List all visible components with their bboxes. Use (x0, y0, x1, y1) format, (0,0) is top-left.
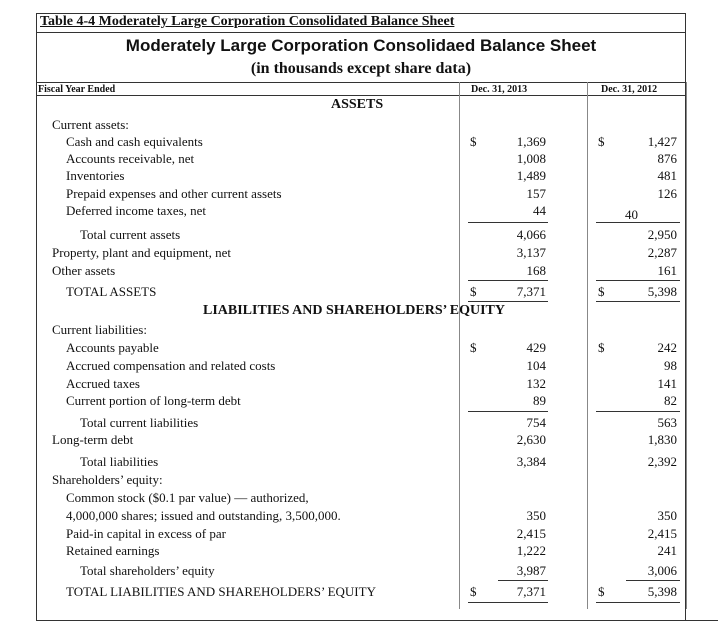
total-rule (468, 602, 548, 603)
value-2012: 876 (657, 151, 677, 166)
bottom-rule (36, 620, 718, 621)
value-2012: 241 (657, 543, 677, 558)
table-row (0, 245, 718, 263)
currency-symbol: $ (598, 340, 605, 355)
currency-symbol: $ (598, 584, 605, 599)
table-row (0, 490, 718, 508)
row-label: Total liabilities (80, 454, 159, 469)
value-2013: 1,222 (516, 543, 546, 558)
table-row (0, 358, 718, 376)
row-label: Cash and cash equivalents (66, 134, 203, 149)
row-label: Deferred income taxes, net (66, 203, 207, 218)
page-title: Moderately Large Corporation Consolidaed Balance Sheet (125, 36, 597, 55)
subtotal-rule (596, 280, 680, 281)
value-2013: 4,066 (516, 227, 546, 242)
table-row (0, 415, 718, 433)
subtotal-rule (626, 580, 680, 581)
subtotal-rule (468, 280, 548, 281)
currency-symbol: $ (470, 134, 477, 149)
currency-symbol: $ (598, 284, 605, 299)
column-header-2013: Dec. 31, 2013 (471, 84, 528, 95)
total-rule (468, 301, 548, 302)
table-row (0, 186, 718, 204)
row-label: Other assets (52, 263, 116, 278)
value-2012: 1,427 (647, 134, 677, 149)
value-2012: 82 (664, 393, 677, 408)
currency-symbol: $ (470, 284, 477, 299)
table-row (0, 168, 718, 186)
row-label: Common stock ($0.1 par value) — authorized, (66, 490, 309, 505)
value-2013: 350 (526, 508, 546, 523)
value-2013: 89 (533, 393, 546, 408)
total-rule (596, 602, 680, 603)
value-2012: 126 (657, 186, 677, 201)
total-rule (596, 301, 680, 302)
row-label: TOTAL ASSETS (66, 284, 157, 299)
value-2013: 3,137 (516, 245, 546, 260)
value-2012: 2,287 (647, 245, 677, 260)
subtotal-rule (596, 411, 680, 412)
value-2012: 40 (625, 207, 638, 222)
fiscal-year-label: Fiscal Year Ended (38, 84, 116, 95)
value-2013: 157 (526, 186, 546, 201)
row-label: Long-term debt (52, 432, 134, 447)
header-rule-top (36, 82, 686, 83)
row-label: Current portion of long-term debt (66, 393, 241, 408)
row-label: Shareholders’ equity: (52, 472, 163, 487)
value-2013: 754 (526, 415, 546, 430)
value-2012: 1,830 (647, 432, 677, 447)
row-label: Property, plant and equipment, net (52, 245, 231, 260)
value-2013: 7,371 (516, 284, 546, 299)
header-rule-bottom (36, 95, 686, 96)
table-row (0, 263, 718, 281)
value-2012: 563 (657, 415, 677, 430)
row-label: Total current liabilities (80, 415, 199, 430)
row-label: Current assets: (52, 117, 129, 132)
value-2012: 350 (657, 508, 677, 523)
subtotal-rule (596, 222, 680, 223)
table-row (0, 472, 718, 490)
value-2013: 1,369 (516, 134, 546, 149)
table-row (0, 340, 718, 358)
row-label: Current liabilities: (52, 322, 147, 337)
table-row (0, 432, 718, 450)
value-2013: 104 (526, 358, 546, 373)
value-2012: 141 (657, 376, 677, 391)
table-row (0, 134, 718, 152)
value-2013: 2,415 (516, 526, 546, 541)
row-label: TOTAL LIABILITIES AND SHAREHOLDERS’ EQUITY (66, 584, 376, 599)
currency-symbol: $ (470, 584, 477, 599)
row-label: Inventories (66, 168, 125, 183)
table-row (0, 543, 718, 561)
value-2012: 242 (657, 340, 677, 355)
row-label: Accrued compensation and related costs (66, 358, 276, 373)
value-2013: 3,384 (516, 454, 546, 469)
value-2013: 132 (526, 376, 546, 391)
value-2013: 44 (533, 203, 546, 218)
value-2013: 2,630 (516, 432, 546, 447)
row-label: Prepaid expenses and other current assets (66, 186, 282, 201)
row-label: Retained earnings (66, 543, 160, 558)
value-2012: 161 (657, 263, 677, 278)
value-2012: 481 (657, 168, 677, 183)
value-2012: 3,006 (647, 563, 677, 578)
currency-symbol: $ (470, 340, 477, 355)
row-label: Total current assets (80, 227, 181, 242)
page-subtitle: (in thousands except share data) (250, 60, 472, 77)
table-row (0, 563, 718, 581)
row-label: Total shareholders’ equity (80, 563, 215, 578)
table-row (0, 526, 718, 544)
table-row (0, 227, 718, 245)
table-row (0, 151, 718, 169)
row-label: Paid-in capital in excess of par (66, 526, 226, 541)
value-2012: 5,398 (647, 584, 677, 599)
table-row (0, 393, 718, 411)
assets-heading: ASSETS (331, 97, 384, 112)
value-2012: 2,950 (647, 227, 677, 242)
table-row (0, 508, 718, 526)
table-row (0, 117, 718, 135)
row-label: Accounts payable (66, 340, 159, 355)
subtotal-rule (498, 580, 548, 581)
table-row (0, 376, 718, 394)
subtotal-rule (468, 222, 548, 223)
value-2012: 98 (664, 358, 677, 373)
row-label: Accrued taxes (66, 376, 140, 391)
value-2013: 3,987 (516, 563, 546, 578)
currency-symbol: $ (598, 134, 605, 149)
table-caption: Table 4-4 Moderately Large Corporation Consolidated Balance Sheet (40, 14, 455, 29)
row-label: Accounts receivable, net (66, 151, 195, 166)
value-2013: 429 (526, 340, 546, 355)
value-2013: 7,371 (516, 584, 546, 599)
value-2013: 168 (526, 263, 546, 278)
column-header-2012: Dec. 31, 2012 (601, 84, 658, 95)
liabilities-heading: LIABILITIES AND SHAREHOLDERS’ EQUITY (203, 303, 505, 318)
table-row (0, 584, 718, 602)
value-2012: 2,392 (647, 454, 677, 469)
value-2013: 1,489 (516, 168, 546, 183)
table-row (0, 203, 718, 221)
table-row (0, 454, 718, 472)
table-row (0, 322, 718, 340)
row-label: 4,000,000 shares; issued and outstanding, 3,500,000. (66, 508, 341, 523)
value-2012: 5,398 (647, 284, 677, 299)
value-2013: 1,008 (516, 151, 546, 166)
value-2012: 2,415 (647, 526, 677, 541)
table-row (0, 284, 718, 302)
subtotal-rule (468, 411, 548, 412)
